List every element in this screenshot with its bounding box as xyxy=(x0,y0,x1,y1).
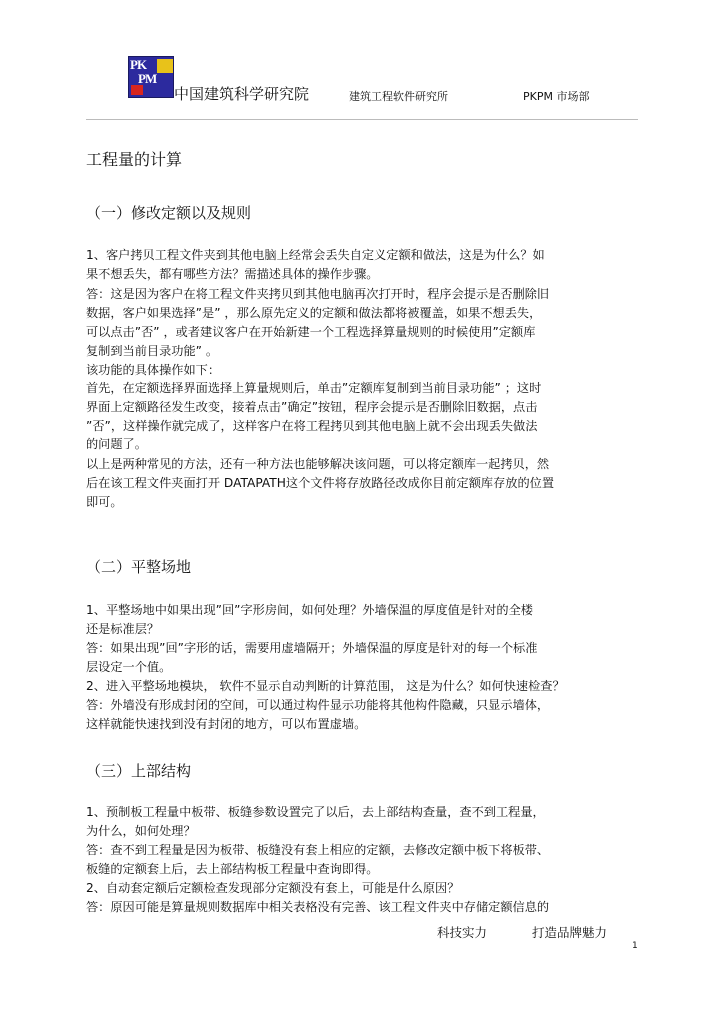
footer-slogan-a: 科技实力 xyxy=(437,925,488,940)
s1-line-10: ”否”，这样操作就完成了，这样客户在将工程拷贝到其他电脑上就不会出现丢失做法 xyxy=(86,419,538,433)
s1-line-2: 果不想丢失，都有哪些方法？需描述具体的操作步骤。 xyxy=(86,267,379,281)
logo-text-pk: PK xyxy=(130,57,147,72)
s3-line-2: 为什么，如何处理？ xyxy=(86,824,196,838)
page-title: 工程量的计算 xyxy=(86,150,183,169)
s1-line-14: 即可。 xyxy=(86,495,123,509)
section-heading-3: （三）上部结构 xyxy=(86,762,192,780)
s1-line-13: 后在该工程文件夹面打开 DATAPATH这个文件将存放路径改成你目前定额库存放的位置 xyxy=(86,476,555,490)
s1-line-11: 的问题了。 xyxy=(86,437,147,451)
s1-line-1: 1、客户拷贝工程文件夹到其他电脑上经常会丢失自定义定额和做法，这是为什么？如 xyxy=(86,248,545,262)
logo-yellow-block xyxy=(157,59,173,73)
s1-line-5: 可以点击”否” ，或者建议客户在开始新建一个工程选择算量规则的时候使用”定额库 xyxy=(86,325,536,339)
s2-line-1: 1、平整场地中如果出现”回”字形房间，如何处理？外墙保温的厚度值是针对的全楼 xyxy=(86,603,533,617)
s1-line-7: 该功能的具体操作如下： xyxy=(86,363,221,377)
s3-line-1: 1、预制板工程量中板带、板缝参数设置完了以后，去上部结构查量，查不到工程量， xyxy=(86,805,545,819)
s3-line-4: 板缝的定额套上后，去上部结构板工程量中查询即得。 xyxy=(86,862,379,876)
header-institute: 中国建筑科学研究院 xyxy=(174,85,310,103)
s3-line-5: 2、自动套定额后定额检查发现部分定额没有套上，可能是什么原因？ xyxy=(86,881,460,895)
s1-line-3: 答：这是因为客户在将工程文件夹拷贝到其他电脑再次打开时，程序会提示是否删除旧 xyxy=(86,287,550,301)
s1-line-9: 界面上定额路径发生改变，接着点击”确定”按钮，程序会提示是否删除旧数据，点击 xyxy=(86,400,538,414)
s2-line-2: 还是标准层？ xyxy=(86,622,160,636)
s2-line-4: 层设定一个值。 xyxy=(86,660,172,674)
s2-line-3: 答：如果出现”回”字形的话，需要用虚墙隔开；外墙保温的厚度是针对的每一个标准 xyxy=(86,641,538,655)
s1-line-4: 数据，客户如果选择”是” ，那么原先定义的定额和做法都将被覆盖，如果不想丢失， xyxy=(86,306,542,320)
section-heading-2: （二）平整场地 xyxy=(86,558,192,576)
s1-line-8: 首先，在定额选择界面选择上算量规则后，单击”定额库复制到当前目录功能” ；这时 xyxy=(86,381,542,395)
s2-line-5: 2、进入平整场地模块， 软件不显示自动判断的计算范围， 这是为什么？如何快速检查？ xyxy=(86,679,565,693)
header-market: PKPM 市场部 xyxy=(523,90,590,103)
s2-line-6: 答：外墙没有形成封闭的空间，可以通过构件显示功能将其他构件隐藏，只显示墙体， xyxy=(86,698,550,712)
footer-slogan-b: 打造品牌魅力 xyxy=(532,925,608,940)
s2-line-7: 这样就能快速找到没有封闭的地方，可以布置虚墙。 xyxy=(86,717,367,731)
pkpm-logo xyxy=(128,56,174,98)
s3-line-3: 答：查不到工程量是因为板带、板缝没有套上相应的定额，去修改定额中板下将板带、 xyxy=(86,843,550,857)
logo-text-pm: PM xyxy=(138,71,157,86)
s1-line-6: 复制到当前目录功能” 。 xyxy=(86,344,219,358)
section-heading-1: （一）修改定额以及规则 xyxy=(86,204,252,222)
header-dept: 建筑工程软件研究所 xyxy=(349,90,448,103)
page-number: 1 xyxy=(632,941,638,951)
header-divider xyxy=(86,119,638,120)
s3-line-6: 答：原因可能是算量规则数据库中相关表格没有完善、该工程文件夹中存储定额信息的 xyxy=(86,900,550,914)
s1-line-12: 以上是两种常见的方法，还有一种方法也能够解决该问题，可以将定额库一起拷贝，然 xyxy=(86,457,550,471)
